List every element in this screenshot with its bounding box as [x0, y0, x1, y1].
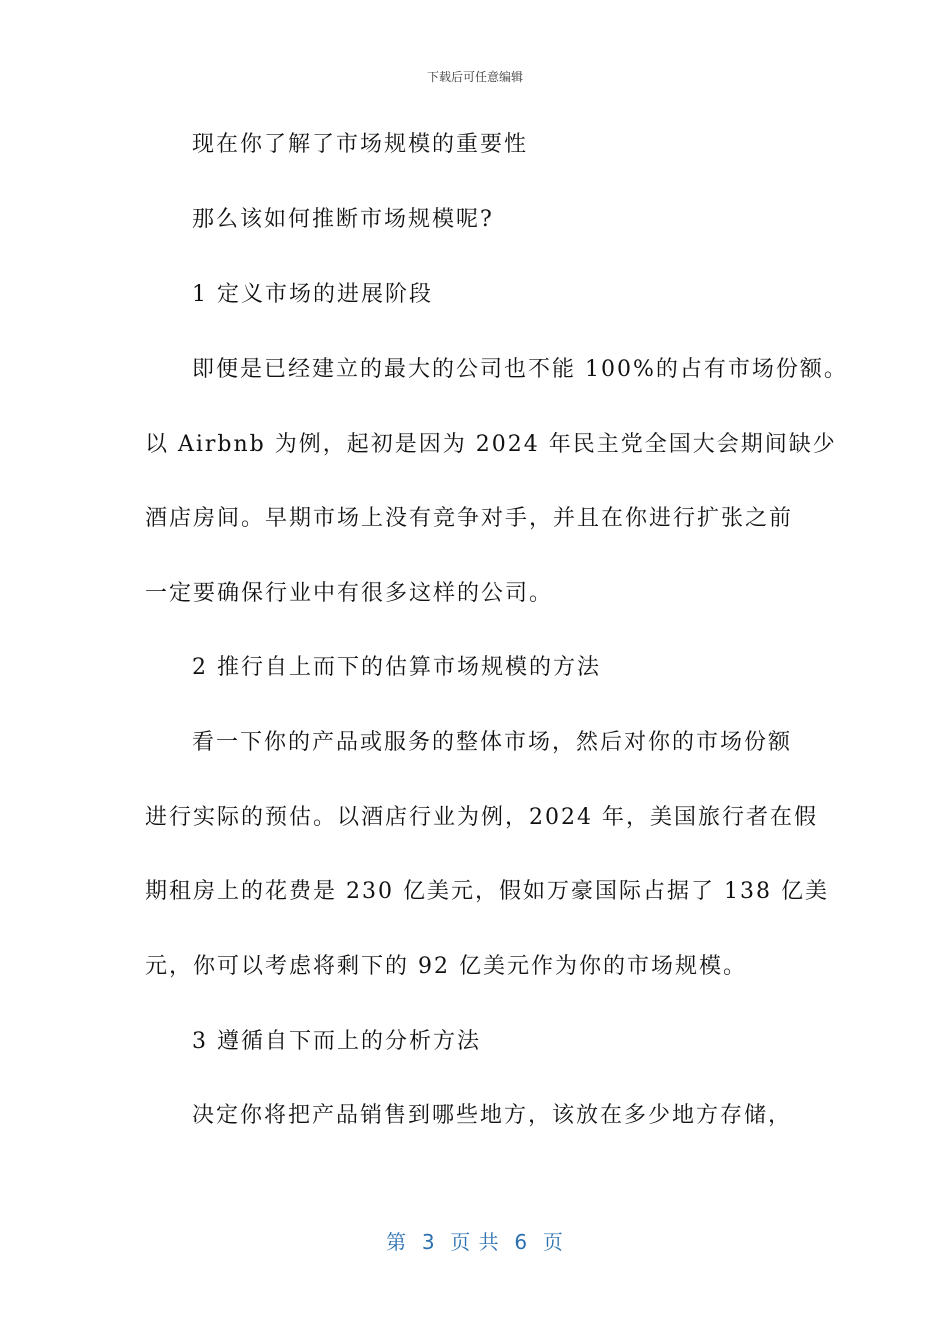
section-heading-2: 2 推行自上而下的估算市场规模的方法 — [192, 655, 601, 680]
paragraph-line: 期租房上的花费是 230 亿美元，假如万豪国际占据了 138 亿美 — [145, 879, 829, 904]
paragraph-line: 一定要确保行业中有很多这样的公司。 — [145, 581, 554, 606]
question-line: 那么该如何推断市场规模呢? — [192, 207, 494, 232]
heading-intro: 现在你了解了市场规模的重要性 — [192, 132, 529, 157]
page-number-footer: 第 3 页 共 6 页 — [386, 1230, 564, 1254]
paragraph-line: 以 Airbnb 为例，起初是因为 2024 年民主党全国大会期间缺少 — [145, 432, 837, 457]
paragraph-line: 看一下你的产品或服务的整体市场，然后对你的市场份额 — [192, 730, 793, 755]
paragraph-line: 元，你可以考虑将剩下的 92 亿美元作为你的市场规模。 — [145, 954, 747, 979]
paragraph-line: 酒店房间。早期市场上没有竞争对手，并且在你进行扩张之前 — [145, 506, 794, 531]
section-heading-3: 3 遵循自下而上的分析方法 — [192, 1029, 481, 1054]
paragraph-line: 即便是已经建立的最大的公司也不能 100%的占有市场份额。 — [192, 357, 848, 382]
paragraph-line: 进行实际的预估。以酒店行业为例，2024 年，美国旅行者在假 — [145, 805, 818, 830]
section-heading-1: 1 定义市场的进展阶段 — [192, 282, 433, 307]
page-header-note: 下载后可任意编辑 — [426, 70, 523, 84]
paragraph-line: 决定你将把产品销售到哪些地方，该放在多少地方存储， — [192, 1103, 793, 1128]
